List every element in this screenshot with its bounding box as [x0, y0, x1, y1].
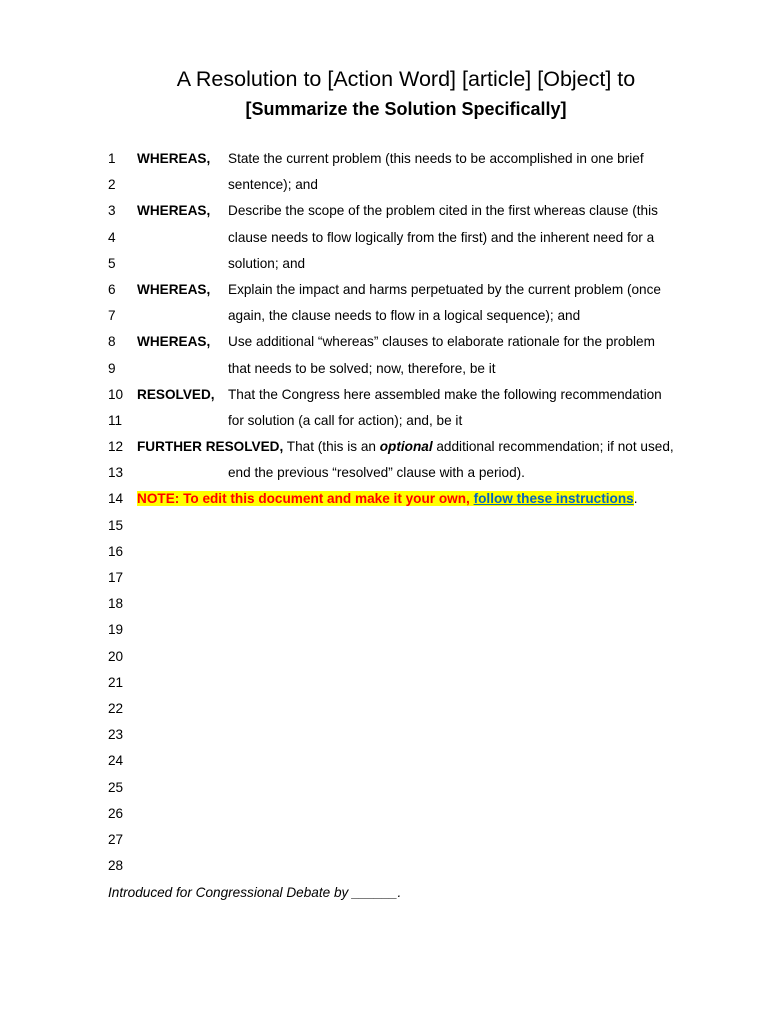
line-3 — [0, 198, 768, 224]
line-number: 3 — [108, 203, 116, 219]
optional-word: optional — [379, 439, 433, 455]
line-number: 12 — [108, 439, 124, 455]
further-resolved-clause — [137, 434, 674, 460]
line-number: 8 — [108, 334, 116, 350]
line-empty — [0, 644, 768, 670]
line-number: 18 — [108, 596, 124, 612]
empty-lines — [0, 513, 768, 880]
clause-text: additional recommendation; if not used, — [432, 439, 674, 455]
line-1 — [0, 146, 768, 172]
clause-text: solution; and — [228, 255, 306, 271]
line-number: 23 — [108, 727, 124, 743]
line-number: 5 — [108, 255, 116, 271]
line-10 — [0, 382, 768, 408]
line-empty — [0, 696, 768, 722]
line-14 — [0, 486, 768, 512]
line-empty — [0, 513, 768, 539]
clause-text: State the current problem (this needs to be accomplished in one brief — [228, 151, 644, 166]
resolved-keyword: RESOLVED, — [137, 386, 215, 402]
clause-text: That the Congress here assembled make the following recommendation — [228, 386, 662, 402]
line-11 — [0, 408, 768, 434]
line-empty — [0, 775, 768, 801]
line-number: 22 — [108, 700, 124, 716]
line-number: 19 — [108, 622, 124, 638]
line-empty — [0, 539, 768, 565]
clause-text: Describe the scope of the problem cited in the first whereas clause (this — [228, 203, 658, 219]
line-number: 27 — [108, 831, 124, 847]
introduced-by-footer: Introduced for Congressional Debate by ______. — [108, 885, 402, 900]
resolution-subtitle: [Summarize the Solution Specifically] — [245, 99, 567, 119]
resolution-title: A Resolution to [Action Word] [article] [Object] to — [176, 67, 636, 91]
line-number: 20 — [108, 648, 124, 664]
clause-text: that needs to be solved; now, therefore, be it — [228, 360, 496, 376]
note-text: NOTE: To edit this document and make it your own, — [137, 491, 474, 507]
line-number: 15 — [108, 517, 124, 533]
line-empty — [0, 670, 768, 696]
clause-text: Explain the impact and harms perpetuated by the current problem (once — [228, 281, 661, 297]
line-empty — [0, 617, 768, 643]
clause-text: end the previous “resolved” clause with a period). — [228, 465, 525, 481]
line-empty — [0, 565, 768, 591]
line-number: 28 — [108, 858, 124, 874]
clause-text: clause needs to flow logically from the first) and the inherent need for a — [228, 229, 655, 245]
line-empty — [0, 748, 768, 774]
line-number: 1 — [108, 151, 116, 166]
line-empty — [0, 853, 768, 879]
numbered-lines — [0, 146, 768, 879]
note-line — [137, 486, 638, 512]
line-number: 16 — [108, 543, 124, 559]
line-number: 24 — [108, 753, 124, 769]
line-number: 21 — [108, 674, 124, 690]
line-empty — [0, 722, 768, 748]
line-empty — [0, 591, 768, 617]
line-13 — [0, 460, 768, 486]
line-number: 9 — [108, 360, 116, 376]
line-empty — [0, 827, 768, 853]
line-number: 10 — [108, 386, 124, 402]
line-9 — [0, 356, 768, 382]
line-5 — [0, 251, 768, 277]
instructions-link[interactable]: follow these instructions — [473, 491, 634, 507]
line-number: 11 — [108, 412, 123, 428]
line-empty — [0, 801, 768, 827]
line-4 — [0, 225, 768, 251]
line-number: 13 — [108, 465, 124, 481]
clause-text: sentence); and — [228, 177, 318, 193]
clause-text: for solution (a call for action); and, be it — [228, 412, 463, 428]
whereas-keyword: WHEREAS, — [137, 203, 211, 219]
line-number: 26 — [108, 805, 124, 821]
clause-text: again, the clause needs to flow in a logical sequence); and — [228, 308, 581, 324]
line-number: 14 — [108, 491, 124, 507]
line-7 — [0, 303, 768, 329]
line-8 — [0, 329, 768, 355]
line-2 — [0, 172, 768, 198]
further-resolved-keyword: FURTHER RESOLVED, — [137, 439, 284, 455]
line-number: 7 — [108, 308, 116, 324]
line-number: 17 — [108, 570, 124, 585]
whereas-keyword: WHEREAS, — [137, 281, 211, 297]
line-6 — [0, 277, 768, 303]
note-period: . — [633, 491, 638, 507]
clause-text: Use additional “whereas” clauses to elaborate rationale for the problem — [228, 334, 655, 350]
line-number: 25 — [108, 779, 124, 795]
line-number: 6 — [108, 281, 116, 297]
line-number: 4 — [108, 229, 116, 245]
clause-text: That (this is an — [283, 439, 380, 455]
whereas-keyword: WHEREAS, — [137, 151, 211, 166]
line-12 — [0, 434, 768, 460]
whereas-keyword: WHEREAS, — [137, 334, 211, 350]
line-number: 2 — [108, 177, 116, 193]
